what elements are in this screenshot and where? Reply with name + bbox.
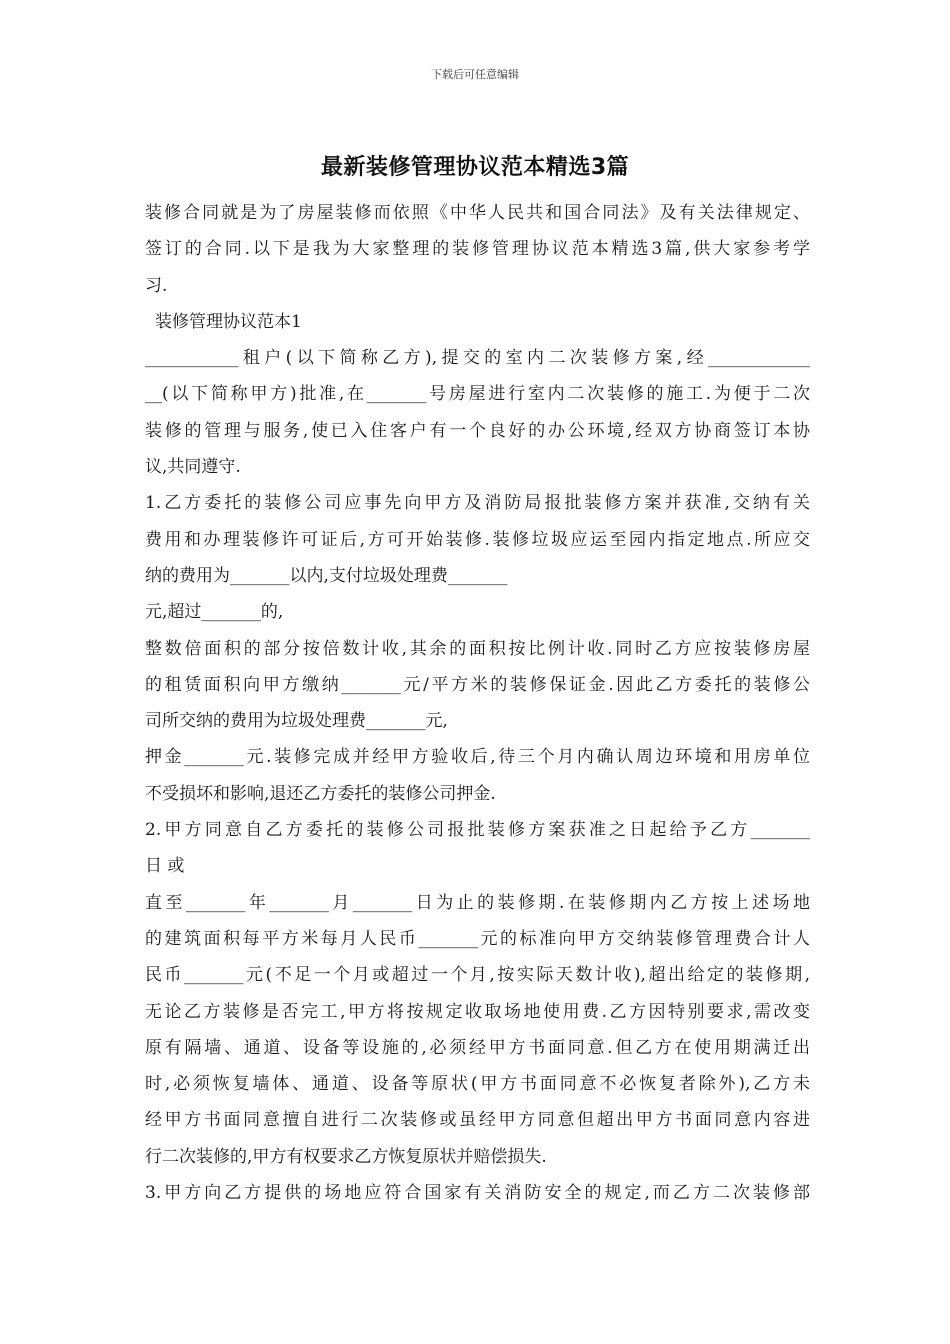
paragraph-line: 不受损坏和影响,退还乙方委托的装修公司押金. (145, 783, 496, 804)
paragraph-line: 议,共同遵守. (145, 457, 241, 478)
paragraph-line: 整数倍面积的部分按倍数计收,其余的面积按比例计收.同时乙方应按装修房屋 (145, 638, 810, 659)
section-heading: 装修管理协议范本1 (155, 311, 302, 332)
paragraph-line: ___________租户(以下简称乙方),提交的室内二次装修方案,经____________ (145, 348, 810, 369)
paragraph-line: 1.乙方委托的装修公司应事先向甲方及消防局报批装修方案并获准,交纳有关 (145, 493, 810, 514)
paragraph-line: 元,超过_______的, (145, 602, 284, 623)
paragraph-line: 司所交纳的费用为垃圾处理费_______元, (145, 711, 448, 732)
paragraph-line: __(以下简称甲方)批准,在_______号房屋进行室内二次装修的施工.为便于二次 (145, 384, 810, 405)
paragraph-line: 行二次装修的,甲方有权要求乙方恢复原状并赔偿损失. (145, 1146, 547, 1167)
paragraph-line: 押金_______元.装修完成并经甲方验收后,待三个月内确认周边环境和用房单位 (145, 747, 810, 768)
paragraph-line: 签订的合同.以下是我为大家整理的装修管理协议范本精选3篇,供大家参考学 (145, 239, 810, 260)
paragraph-line: 3.甲方向乙方提供的场地应符合国家有关消防安全的规定,而乙方二次装修部 (145, 1183, 810, 1204)
paragraph-line: 装修的管理与服务,使已入住客户有一个良好的办公环境,经双方协商签订本协 (145, 420, 810, 441)
paragraph-line: 民币_______元(不足一个月或超过一个月,按实际天数计收),超出给定的装修期, (145, 965, 810, 986)
document-body (145, 195, 810, 1211)
paragraph-line: 时,必须恢复墙体、通道、设备等原状(甲方书面同意不必恢复者除外),乙方未 (145, 1074, 810, 1095)
paragraph-line: 无论乙方装修是否完工,甲方将按规定收取场地使用费.乙方因特别要求,需改变 (145, 1001, 810, 1022)
paragraph-line: 的建筑面积每平方米每月人民币_______元的标准向甲方交纳装修管理费合计人 (145, 928, 810, 949)
document-title: 最新装修管理协议范本精选3篇 (320, 155, 630, 180)
paragraph-line: 费用和办理装修许可证后,方可开始装修.装修垃圾应运至园内指定地点.所应交 (145, 529, 810, 550)
paragraph-line: 的租赁面积向甲方缴纳_______元/平方米的装修保证金.因此乙方委托的装修公 (145, 674, 810, 695)
paragraph-line: 2.甲方同意自乙方委托的装修公司报批装修方案获准之日起给予乙方_______ (145, 820, 810, 841)
header-note: 下载后可任意编辑 (431, 68, 519, 81)
paragraph-line: 日 或 (145, 856, 185, 877)
paragraph-line: 经甲方书面同意擅自进行二次装修或虽经甲方同意但超出甲方书面同意内容进 (145, 1110, 810, 1131)
paragraph-line: 装修合同就是为了房屋装修而依照《中华人民共和国合同法》及有关法律规定、 (145, 203, 810, 223)
paragraph-line: 纳的费用为_______以内,支付垃圾处理费_______ (145, 565, 508, 586)
paragraph-line: 习. (145, 275, 168, 296)
paragraph-line: 原有隔墙、通道、设备等设施的,必须经甲方书面同意.但乙方在使用期满迁出 (145, 1037, 810, 1058)
paragraph-line: 直至_______年_______月_______日为止的装修期.在装修期内乙方按上述场地 (145, 892, 810, 913)
